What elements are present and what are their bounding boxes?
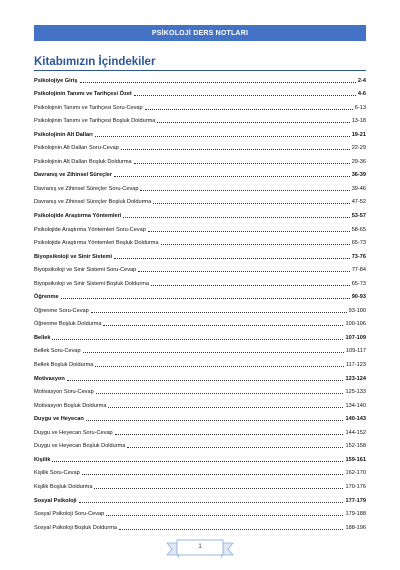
dot-leader	[67, 379, 344, 381]
dot-leader	[52, 460, 343, 462]
toc-entry-pages: 134-140	[345, 402, 366, 409]
toc-entry[interactable]	[34, 235, 366, 249]
dot-leader	[134, 94, 356, 96]
toc-entry-label: Öğrenme Soru-Cevap	[34, 307, 89, 314]
toc-entry-pages: 6-13	[354, 104, 366, 111]
toc-entry-label: Biyopsikoloji ve Sinir Sistemi Boşluk Doldurma	[34, 280, 150, 287]
toc-entry-label: Bellek Boşluk Doldurma	[34, 362, 94, 369]
toc-entry-pages: 140-143	[345, 416, 366, 423]
toc-entry-pages: 2-4	[357, 77, 366, 84]
toc-entry-pages: 77-84	[351, 267, 366, 274]
toc-entry-pages: 53-57	[351, 213, 366, 220]
dot-leader	[95, 135, 350, 137]
toc-entry[interactable]	[34, 72, 366, 86]
dot-leader	[114, 175, 350, 177]
dot-leader	[61, 297, 350, 299]
dot-leader	[82, 473, 344, 475]
toc-entry[interactable]	[34, 519, 366, 533]
dot-leader	[148, 230, 350, 232]
dot-leader	[119, 528, 343, 530]
dot-leader	[106, 514, 343, 516]
dot-leader	[94, 487, 343, 489]
toc-entry[interactable]	[34, 140, 366, 154]
toc-entry[interactable]	[34, 194, 366, 208]
toc-entry-label: Sosyal Psikoloji Soru-Cevap	[34, 511, 105, 518]
table-of-contents	[34, 72, 366, 533]
toc-entry-label: Psikolojinin Alt Dalları	[34, 131, 93, 138]
toc-entry[interactable]	[34, 86, 366, 100]
toc-entry[interactable]	[34, 438, 366, 452]
toc-entry[interactable]	[34, 113, 366, 127]
toc-entry[interactable]	[34, 302, 366, 316]
toc-entry[interactable]	[34, 207, 366, 221]
dot-leader	[83, 351, 344, 353]
toc-entry-pages: 36-39	[351, 172, 366, 179]
toc-entry-pages: 159-161	[345, 456, 366, 463]
page-number: 1	[198, 544, 202, 550]
dot-leader	[134, 162, 350, 164]
toc-entry-pages: 107-109	[345, 334, 366, 341]
toc-entry-label: Kişilik	[34, 456, 51, 463]
toc-entry-label: Motivasyon Boşluk Doldurma	[34, 402, 107, 409]
dot-leader	[153, 202, 349, 204]
dot-leader	[52, 338, 343, 340]
toc-entry-pages: 179-188	[345, 511, 366, 518]
dot-leader	[121, 148, 350, 150]
toc-entry-label: Psikolojinin Tanımı ve Tarihçesi Soru-Cevap	[34, 104, 143, 111]
toc-entry-pages: 170-176	[345, 483, 366, 490]
toc-entry-label: Psikolojiye Giriş	[34, 77, 78, 84]
dot-leader	[103, 324, 343, 326]
toc-entry[interactable]	[34, 424, 366, 438]
dot-leader	[145, 108, 353, 110]
toc-entry-pages: 58-65	[351, 226, 366, 233]
dot-leader	[127, 446, 343, 448]
toc-entry[interactable]	[34, 356, 366, 370]
dot-leader	[95, 365, 343, 367]
toc-entry-pages: 39-46	[351, 185, 366, 192]
toc-entry[interactable]	[34, 384, 366, 398]
toc-entry[interactable]	[34, 262, 366, 276]
toc-entry-pages: 123-124	[345, 375, 366, 382]
toc-entry-pages: 47-52	[351, 199, 366, 206]
toc-entry-pages: 152-158	[345, 443, 366, 450]
toc-entry-label: Motivasyon	[34, 375, 65, 382]
dot-leader	[79, 501, 344, 503]
dot-leader	[123, 216, 349, 218]
toc-entry[interactable]	[34, 343, 366, 357]
toc-entry-label: Duygu ve Heyecan	[34, 416, 84, 423]
toc-entry[interactable]	[34, 397, 366, 411]
toc-entry[interactable]	[34, 451, 366, 465]
toc-entry[interactable]	[34, 221, 366, 235]
toc-entry[interactable]	[34, 411, 366, 425]
toc-entry-label: Duygu ve Heyecan Soru-Cevap	[34, 429, 113, 436]
toc-entry-label: Psikolojide Araştırma Yöntemleri Boşluk Doldurma	[34, 240, 159, 247]
dot-leader	[96, 392, 344, 394]
toc-entry-label: Davranış ve Zihinsel Süreçler Boşluk Doldurma	[34, 199, 152, 206]
toc-entry-pages: 65-73	[351, 240, 366, 247]
toc-entry[interactable]	[34, 465, 366, 479]
toc-entry[interactable]	[34, 289, 366, 303]
toc-entry[interactable]	[34, 370, 366, 384]
toc-entry-pages: 90-93	[351, 294, 366, 301]
toc-entry-label: Davranış ve Zihinsel Süreçler Soru-Cevap	[34, 185, 139, 192]
toc-entry[interactable]	[34, 492, 366, 506]
header-banner	[34, 25, 366, 41]
toc-entry-label: Psikolojinin Alt Dalları Boşluk Doldurma	[34, 158, 132, 165]
dot-leader	[140, 189, 349, 191]
dot-leader	[114, 257, 350, 259]
toc-entry-pages: 73-76	[351, 253, 366, 260]
toc-entry[interactable]	[34, 248, 366, 262]
toc-entry-pages: 22-29	[351, 145, 366, 152]
dot-leader	[138, 270, 349, 272]
toc-entry-label: Psikolojinin Alt Dalları Soru-Cevap	[34, 145, 119, 152]
toc-entry-pages: 162-170	[345, 470, 366, 477]
toc-entry-pages: 125-133	[345, 389, 366, 396]
toc-entry-label: Bellek Soru-Cevap	[34, 348, 81, 355]
toc-entry-label: Sosyal Psikoloji	[34, 497, 77, 504]
toc-entry-label: Psikolojide Araştırma Yöntemleri	[34, 213, 122, 220]
dot-leader	[108, 406, 343, 408]
toc-entry-label: Biyopsikoloji ve Sinir Sistemi	[34, 253, 113, 260]
toc-entry[interactable]	[34, 180, 366, 194]
dot-leader	[161, 243, 350, 245]
toc-entry[interactable]	[34, 316, 366, 330]
dot-leader	[86, 419, 344, 421]
toc-entry-label: Davranış ve Zihinsel Süreçler	[34, 172, 113, 179]
toc-entry-pages: 4-6	[357, 91, 366, 98]
dot-leader	[115, 433, 344, 435]
toc-entry[interactable]	[34, 167, 366, 181]
dot-leader	[157, 121, 349, 123]
toc-entry-pages: 29-36	[351, 158, 366, 165]
dot-leader	[80, 81, 356, 83]
toc-entry-label: Psikolojinin Tanımı ve Tarihçesi Boşluk Doldurma	[34, 118, 156, 125]
toc-entry-pages: 109-117	[345, 348, 366, 355]
toc-entry-label: Öğrenme Boşluk Doldurma	[34, 321, 102, 328]
toc-entry[interactable]	[34, 329, 366, 343]
toc-entry-pages: 93-100	[348, 307, 366, 314]
toc-entry[interactable]	[34, 478, 366, 492]
toc-entry[interactable]	[34, 126, 366, 140]
toc-entry-label: Kişilik Soru-Cevap	[34, 470, 80, 477]
toc-entry-pages: 19-21	[351, 131, 366, 138]
toc-entry-label: Motivasyon Soru-Cevap	[34, 389, 94, 396]
toc-entry-pages: 188-196	[345, 524, 366, 531]
toc-entry-label: Bellek	[34, 334, 51, 341]
dot-leader	[151, 284, 350, 286]
toc-entry-label: Öğrenme	[34, 294, 59, 301]
toc-entry-label: Biyopsikoloji ve Sinir Sistemi Soru-Cevap	[34, 267, 137, 274]
toc-entry[interactable]	[34, 99, 366, 113]
toc-entry-label: Psikolojinin Tanımı ve Tarihçesi Özet	[34, 91, 132, 98]
toc-entry-pages: 100-106	[345, 321, 366, 328]
dot-leader	[91, 311, 347, 313]
toc-entry[interactable]	[34, 153, 366, 167]
toc-entry[interactable]	[34, 506, 366, 520]
title-underline	[34, 70, 366, 71]
page-number-ribbon	[165, 537, 235, 561]
toc-entry-pages: 65-73	[351, 280, 366, 287]
banner-title: PSİKOLOJİ DERS NOTLARI	[151, 29, 249, 37]
toc-entry-label: Kişilik Boşluk Doldurma	[34, 483, 93, 490]
toc-title: Kitabımızın İçindekiler	[34, 56, 156, 68]
toc-entry-pages: 13-18	[351, 118, 366, 125]
toc-entry-pages: 117-123	[345, 362, 366, 369]
toc-entry-label: Psikolojide Araştırma Yöntemleri Soru-Cevap	[34, 226, 146, 233]
toc-entry-label: Duygu ve Heyecan Boşluk Doldurma	[34, 443, 126, 450]
toc-entry-pages: 177-179	[345, 497, 366, 504]
toc-entry-pages: 144-152	[345, 429, 366, 436]
toc-entry-label: Sosyal Psikoloji Boşluk Doldurma	[34, 524, 118, 531]
toc-entry[interactable]	[34, 275, 366, 289]
